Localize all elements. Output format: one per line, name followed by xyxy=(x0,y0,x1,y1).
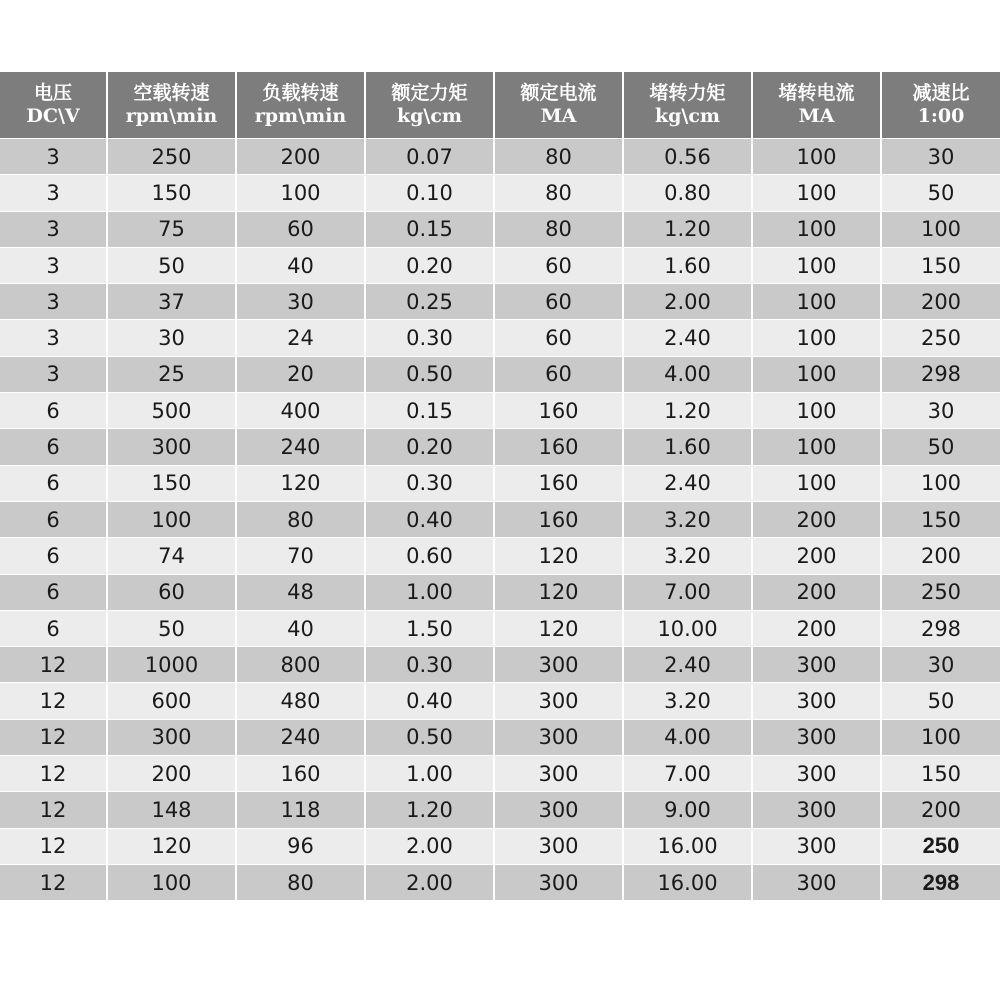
column-header-unit: 1:00 xyxy=(917,105,965,127)
table-cell-rated-current: 300 xyxy=(494,792,623,828)
table-cell-no-load-speed: 50 xyxy=(107,610,236,646)
table-cell-voltage: 3 xyxy=(0,356,107,392)
table-cell-stall-current: 100 xyxy=(752,429,881,465)
table-cell-rated-current: 60 xyxy=(494,247,623,283)
table-cell-stall-current: 100 xyxy=(752,211,881,247)
table-cell-voltage: 12 xyxy=(0,647,107,683)
table-cell-reduction-ratio: 30 xyxy=(881,647,1000,683)
table-cell-reduction-ratio: 200 xyxy=(881,284,1000,320)
table-cell-rated-torque: 2.00 xyxy=(365,864,494,900)
table-cell-stall-torque: 1.60 xyxy=(623,247,752,283)
table-cell-stall-current: 200 xyxy=(752,538,881,574)
table-row xyxy=(0,429,1000,465)
table-cell-reduction-ratio: 250 xyxy=(881,828,1000,864)
table-cell-rated-current: 80 xyxy=(494,139,623,175)
table-cell-reduction-ratio: 150 xyxy=(881,501,1000,537)
table-cell-reduction-ratio: 250 xyxy=(881,320,1000,356)
table-cell-rated-torque: 0.20 xyxy=(365,429,494,465)
table-cell-stall-current: 100 xyxy=(752,465,881,501)
table-cell-rated-current: 60 xyxy=(494,320,623,356)
table-cell-rated-current: 300 xyxy=(494,828,623,864)
column-header-title: 空载转速 xyxy=(133,82,210,104)
table-cell-stall-current: 300 xyxy=(752,647,881,683)
table-cell-voltage: 6 xyxy=(0,610,107,646)
table-cell-reduction-ratio: 200 xyxy=(881,792,1000,828)
table-cell-load-speed: 96 xyxy=(236,828,365,864)
table-cell-stall-torque: 4.00 xyxy=(623,356,752,392)
table-cell-load-speed: 20 xyxy=(236,356,365,392)
table-cell-voltage: 12 xyxy=(0,792,107,828)
column-header-title: 额定力矩 xyxy=(391,82,468,104)
table-cell-load-speed: 30 xyxy=(236,284,365,320)
table-cell-voltage: 3 xyxy=(0,284,107,320)
table-cell-rated-current: 120 xyxy=(494,574,623,610)
table-cell-rated-torque: 1.50 xyxy=(365,610,494,646)
table-cell-stall-torque: 0.80 xyxy=(623,175,752,211)
table-cell-load-speed: 48 xyxy=(236,574,365,610)
motor-spec-table xyxy=(0,72,1000,900)
table-cell-stall-torque: 2.00 xyxy=(623,284,752,320)
table-cell-rated-torque: 1.20 xyxy=(365,792,494,828)
table-cell-reduction-ratio: 250 xyxy=(881,574,1000,610)
table-cell-stall-torque: 10.00 xyxy=(623,610,752,646)
table-cell-load-speed: 70 xyxy=(236,538,365,574)
table-cell-rated-current: 300 xyxy=(494,864,623,900)
table-cell-no-load-speed: 600 xyxy=(107,683,236,719)
table-cell-no-load-speed: 250 xyxy=(107,139,236,175)
table-cell-stall-current: 100 xyxy=(752,356,881,392)
table-row xyxy=(0,501,1000,537)
table-cell-load-speed: 200 xyxy=(236,139,365,175)
table-cell-stall-current: 300 xyxy=(752,828,881,864)
table-cell-stall-torque: 9.00 xyxy=(623,792,752,828)
table-cell-reduction-ratio: 50 xyxy=(881,683,1000,719)
column-header-stall-current xyxy=(752,72,881,139)
table-cell-voltage: 3 xyxy=(0,139,107,175)
table-cell-no-load-speed: 25 xyxy=(107,356,236,392)
table-cell-stall-current: 200 xyxy=(752,610,881,646)
column-header-rated-current xyxy=(494,72,623,139)
table-cell-stall-current: 300 xyxy=(752,792,881,828)
table-cell-load-speed: 480 xyxy=(236,683,365,719)
table-cell-no-load-speed: 60 xyxy=(107,574,236,610)
table-cell-rated-torque: 0.40 xyxy=(365,683,494,719)
table-cell-load-speed: 118 xyxy=(236,792,365,828)
table-cell-rated-torque: 0.50 xyxy=(365,719,494,755)
table-cell-stall-torque: 2.40 xyxy=(623,320,752,356)
column-header-unit: kg\cm xyxy=(654,105,721,127)
table-cell-load-speed: 80 xyxy=(236,501,365,537)
table-cell-rated-current: 160 xyxy=(494,465,623,501)
table-cell-stall-current: 100 xyxy=(752,393,881,429)
table-cell-no-load-speed: 300 xyxy=(107,429,236,465)
table-cell-rated-current: 300 xyxy=(494,683,623,719)
table-cell-load-speed: 800 xyxy=(236,647,365,683)
table-cell-rated-torque: 0.15 xyxy=(365,393,494,429)
table-cell-no-load-speed: 150 xyxy=(107,465,236,501)
table-row xyxy=(0,574,1000,610)
table-cell-no-load-speed: 150 xyxy=(107,175,236,211)
table-cell-reduction-ratio: 100 xyxy=(881,719,1000,755)
table-cell-reduction-ratio: 100 xyxy=(881,465,1000,501)
table-row xyxy=(0,393,1000,429)
table-row xyxy=(0,320,1000,356)
table-cell-reduction-ratio: 30 xyxy=(881,139,1000,175)
table-cell-no-load-speed: 120 xyxy=(107,828,236,864)
column-header-unit: MA xyxy=(540,105,577,127)
column-header-title: 堵转力矩 xyxy=(649,82,726,104)
table-body xyxy=(0,139,1000,901)
table-cell-no-load-speed: 37 xyxy=(107,284,236,320)
table-cell-stall-torque: 7.00 xyxy=(623,574,752,610)
table-cell-rated-torque: 0.25 xyxy=(365,284,494,320)
table-cell-reduction-ratio: 298 xyxy=(881,356,1000,392)
table-cell-voltage: 3 xyxy=(0,175,107,211)
table-cell-rated-current: 80 xyxy=(494,175,623,211)
table-cell-stall-torque: 4.00 xyxy=(623,719,752,755)
table-cell-rated-current: 300 xyxy=(494,647,623,683)
column-header-stall-torque xyxy=(623,72,752,139)
column-header-rated-torque xyxy=(365,72,494,139)
table-cell-stall-current: 300 xyxy=(752,864,881,900)
table-cell-stall-torque: 2.40 xyxy=(623,465,752,501)
table-cell-stall-torque: 3.20 xyxy=(623,683,752,719)
table-cell-reduction-ratio: 200 xyxy=(881,538,1000,574)
table-row xyxy=(0,465,1000,501)
table-cell-stall-current: 100 xyxy=(752,175,881,211)
table-cell-rated-current: 160 xyxy=(494,429,623,465)
table-row xyxy=(0,247,1000,283)
table-cell-no-load-speed: 74 xyxy=(107,538,236,574)
table-cell-rated-torque: 0.30 xyxy=(365,647,494,683)
table-cell-stall-current: 100 xyxy=(752,139,881,175)
table-cell-voltage: 12 xyxy=(0,756,107,792)
table-cell-stall-current: 200 xyxy=(752,501,881,537)
table-cell-voltage: 12 xyxy=(0,864,107,900)
table-cell-no-load-speed: 148 xyxy=(107,792,236,828)
table-cell-load-speed: 240 xyxy=(236,429,365,465)
table-cell-stall-torque: 16.00 xyxy=(623,828,752,864)
table-cell-stall-torque: 3.20 xyxy=(623,538,752,574)
table-cell-stall-torque: 3.20 xyxy=(623,501,752,537)
table-cell-no-load-speed: 75 xyxy=(107,211,236,247)
table-cell-rated-torque: 0.30 xyxy=(365,465,494,501)
table-cell-voltage: 6 xyxy=(0,393,107,429)
column-header-load-speed xyxy=(236,72,365,139)
column-header-unit: MA xyxy=(798,105,835,127)
table-row xyxy=(0,284,1000,320)
column-header-reduction-ratio xyxy=(881,72,1000,139)
table-row xyxy=(0,211,1000,247)
table-cell-load-speed: 240 xyxy=(236,719,365,755)
table-cell-voltage: 6 xyxy=(0,538,107,574)
table-cell-rated-torque: 0.20 xyxy=(365,247,494,283)
table-cell-rated-current: 300 xyxy=(494,756,623,792)
table-cell-no-load-speed: 200 xyxy=(107,756,236,792)
table-cell-voltage: 6 xyxy=(0,429,107,465)
table-row xyxy=(0,792,1000,828)
table-cell-rated-torque: 0.60 xyxy=(365,538,494,574)
table-cell-load-speed: 80 xyxy=(236,864,365,900)
table-cell-stall-current: 100 xyxy=(752,320,881,356)
table-cell-rated-current: 80 xyxy=(494,211,623,247)
table-cell-stall-current: 200 xyxy=(752,574,881,610)
table-cell-no-load-speed: 50 xyxy=(107,247,236,283)
column-header-unit: DC\V xyxy=(26,105,80,127)
table-cell-rated-current: 160 xyxy=(494,501,623,537)
table-cell-rated-current: 60 xyxy=(494,284,623,320)
column-header-no-load-speed xyxy=(107,72,236,139)
table-cell-reduction-ratio: 30 xyxy=(881,393,1000,429)
table-cell-reduction-ratio: 298 xyxy=(881,864,1000,900)
table-cell-no-load-speed: 100 xyxy=(107,864,236,900)
table-row xyxy=(0,538,1000,574)
table-cell-stall-torque: 16.00 xyxy=(623,864,752,900)
table-cell-voltage: 12 xyxy=(0,683,107,719)
table-cell-no-load-speed: 500 xyxy=(107,393,236,429)
table-cell-rated-torque: 1.00 xyxy=(365,574,494,610)
table-row xyxy=(0,864,1000,900)
table-cell-voltage: 3 xyxy=(0,211,107,247)
table-cell-reduction-ratio: 150 xyxy=(881,756,1000,792)
table-cell-stall-torque: 1.60 xyxy=(623,429,752,465)
table-cell-stall-current: 300 xyxy=(752,683,881,719)
table-cell-no-load-speed: 30 xyxy=(107,320,236,356)
table-cell-stall-current: 100 xyxy=(752,284,881,320)
column-header-title: 额定电流 xyxy=(520,82,597,104)
table-row xyxy=(0,828,1000,864)
column-header-unit: kg\cm xyxy=(396,105,463,127)
table-cell-load-speed: 40 xyxy=(236,247,365,283)
table-cell-no-load-speed: 100 xyxy=(107,501,236,537)
header-row xyxy=(0,72,1000,139)
column-header-unit: rpm\min xyxy=(254,105,347,127)
column-header-title: 堵转电流 xyxy=(778,82,855,104)
table-cell-rated-current: 60 xyxy=(494,356,623,392)
table-cell-rated-torque: 0.15 xyxy=(365,211,494,247)
table-row xyxy=(0,756,1000,792)
table-cell-no-load-speed: 300 xyxy=(107,719,236,755)
table-row xyxy=(0,610,1000,646)
table-cell-rated-current: 160 xyxy=(494,393,623,429)
table-cell-stall-torque: 1.20 xyxy=(623,393,752,429)
table-cell-load-speed: 40 xyxy=(236,610,365,646)
table-cell-stall-current: 300 xyxy=(752,756,881,792)
table-cell-voltage: 12 xyxy=(0,828,107,864)
table-cell-rated-torque: 2.00 xyxy=(365,828,494,864)
table-row xyxy=(0,719,1000,755)
table-header xyxy=(0,72,1000,139)
table-cell-stall-current: 100 xyxy=(752,247,881,283)
table-cell-reduction-ratio: 100 xyxy=(881,211,1000,247)
table-cell-rated-torque: 0.10 xyxy=(365,175,494,211)
table-cell-stall-torque: 0.56 xyxy=(623,139,752,175)
table-cell-rated-torque: 0.40 xyxy=(365,501,494,537)
table-cell-load-speed: 24 xyxy=(236,320,365,356)
table-cell-reduction-ratio: 50 xyxy=(881,175,1000,211)
table-cell-load-speed: 120 xyxy=(236,465,365,501)
table-cell-voltage: 6 xyxy=(0,574,107,610)
table-cell-stall-torque: 7.00 xyxy=(623,756,752,792)
table-cell-stall-torque: 1.20 xyxy=(623,211,752,247)
table-cell-rated-current: 120 xyxy=(494,538,623,574)
table-cell-reduction-ratio: 50 xyxy=(881,429,1000,465)
table-cell-load-speed: 100 xyxy=(236,175,365,211)
spec-table-container xyxy=(0,72,1000,900)
table-cell-rated-torque: 0.07 xyxy=(365,139,494,175)
table-row xyxy=(0,356,1000,392)
column-header-title: 电压 xyxy=(33,82,72,104)
table-cell-rated-torque: 0.50 xyxy=(365,356,494,392)
table-cell-stall-torque: 2.40 xyxy=(623,647,752,683)
table-cell-voltage: 3 xyxy=(0,320,107,356)
column-header-title: 减速比 xyxy=(912,82,970,104)
table-cell-load-speed: 160 xyxy=(236,756,365,792)
table-cell-voltage: 6 xyxy=(0,501,107,537)
table-row xyxy=(0,175,1000,211)
column-header-voltage xyxy=(0,72,107,139)
table-cell-voltage: 6 xyxy=(0,465,107,501)
table-cell-load-speed: 400 xyxy=(236,393,365,429)
table-cell-voltage: 12 xyxy=(0,719,107,755)
table-cell-rated-current: 300 xyxy=(494,719,623,755)
table-row xyxy=(0,683,1000,719)
table-cell-stall-current: 300 xyxy=(752,719,881,755)
table-cell-reduction-ratio: 150 xyxy=(881,247,1000,283)
table-cell-reduction-ratio: 298 xyxy=(881,610,1000,646)
table-cell-load-speed: 60 xyxy=(236,211,365,247)
column-header-unit: rpm\min xyxy=(125,105,218,127)
table-cell-voltage: 3 xyxy=(0,247,107,283)
table-cell-rated-torque: 1.00 xyxy=(365,756,494,792)
table-row xyxy=(0,647,1000,683)
table-cell-rated-torque: 0.30 xyxy=(365,320,494,356)
column-header-title: 负载转速 xyxy=(262,82,339,104)
table-cell-no-load-speed: 1000 xyxy=(107,647,236,683)
table-cell-rated-current: 120 xyxy=(494,610,623,646)
table-row xyxy=(0,139,1000,175)
